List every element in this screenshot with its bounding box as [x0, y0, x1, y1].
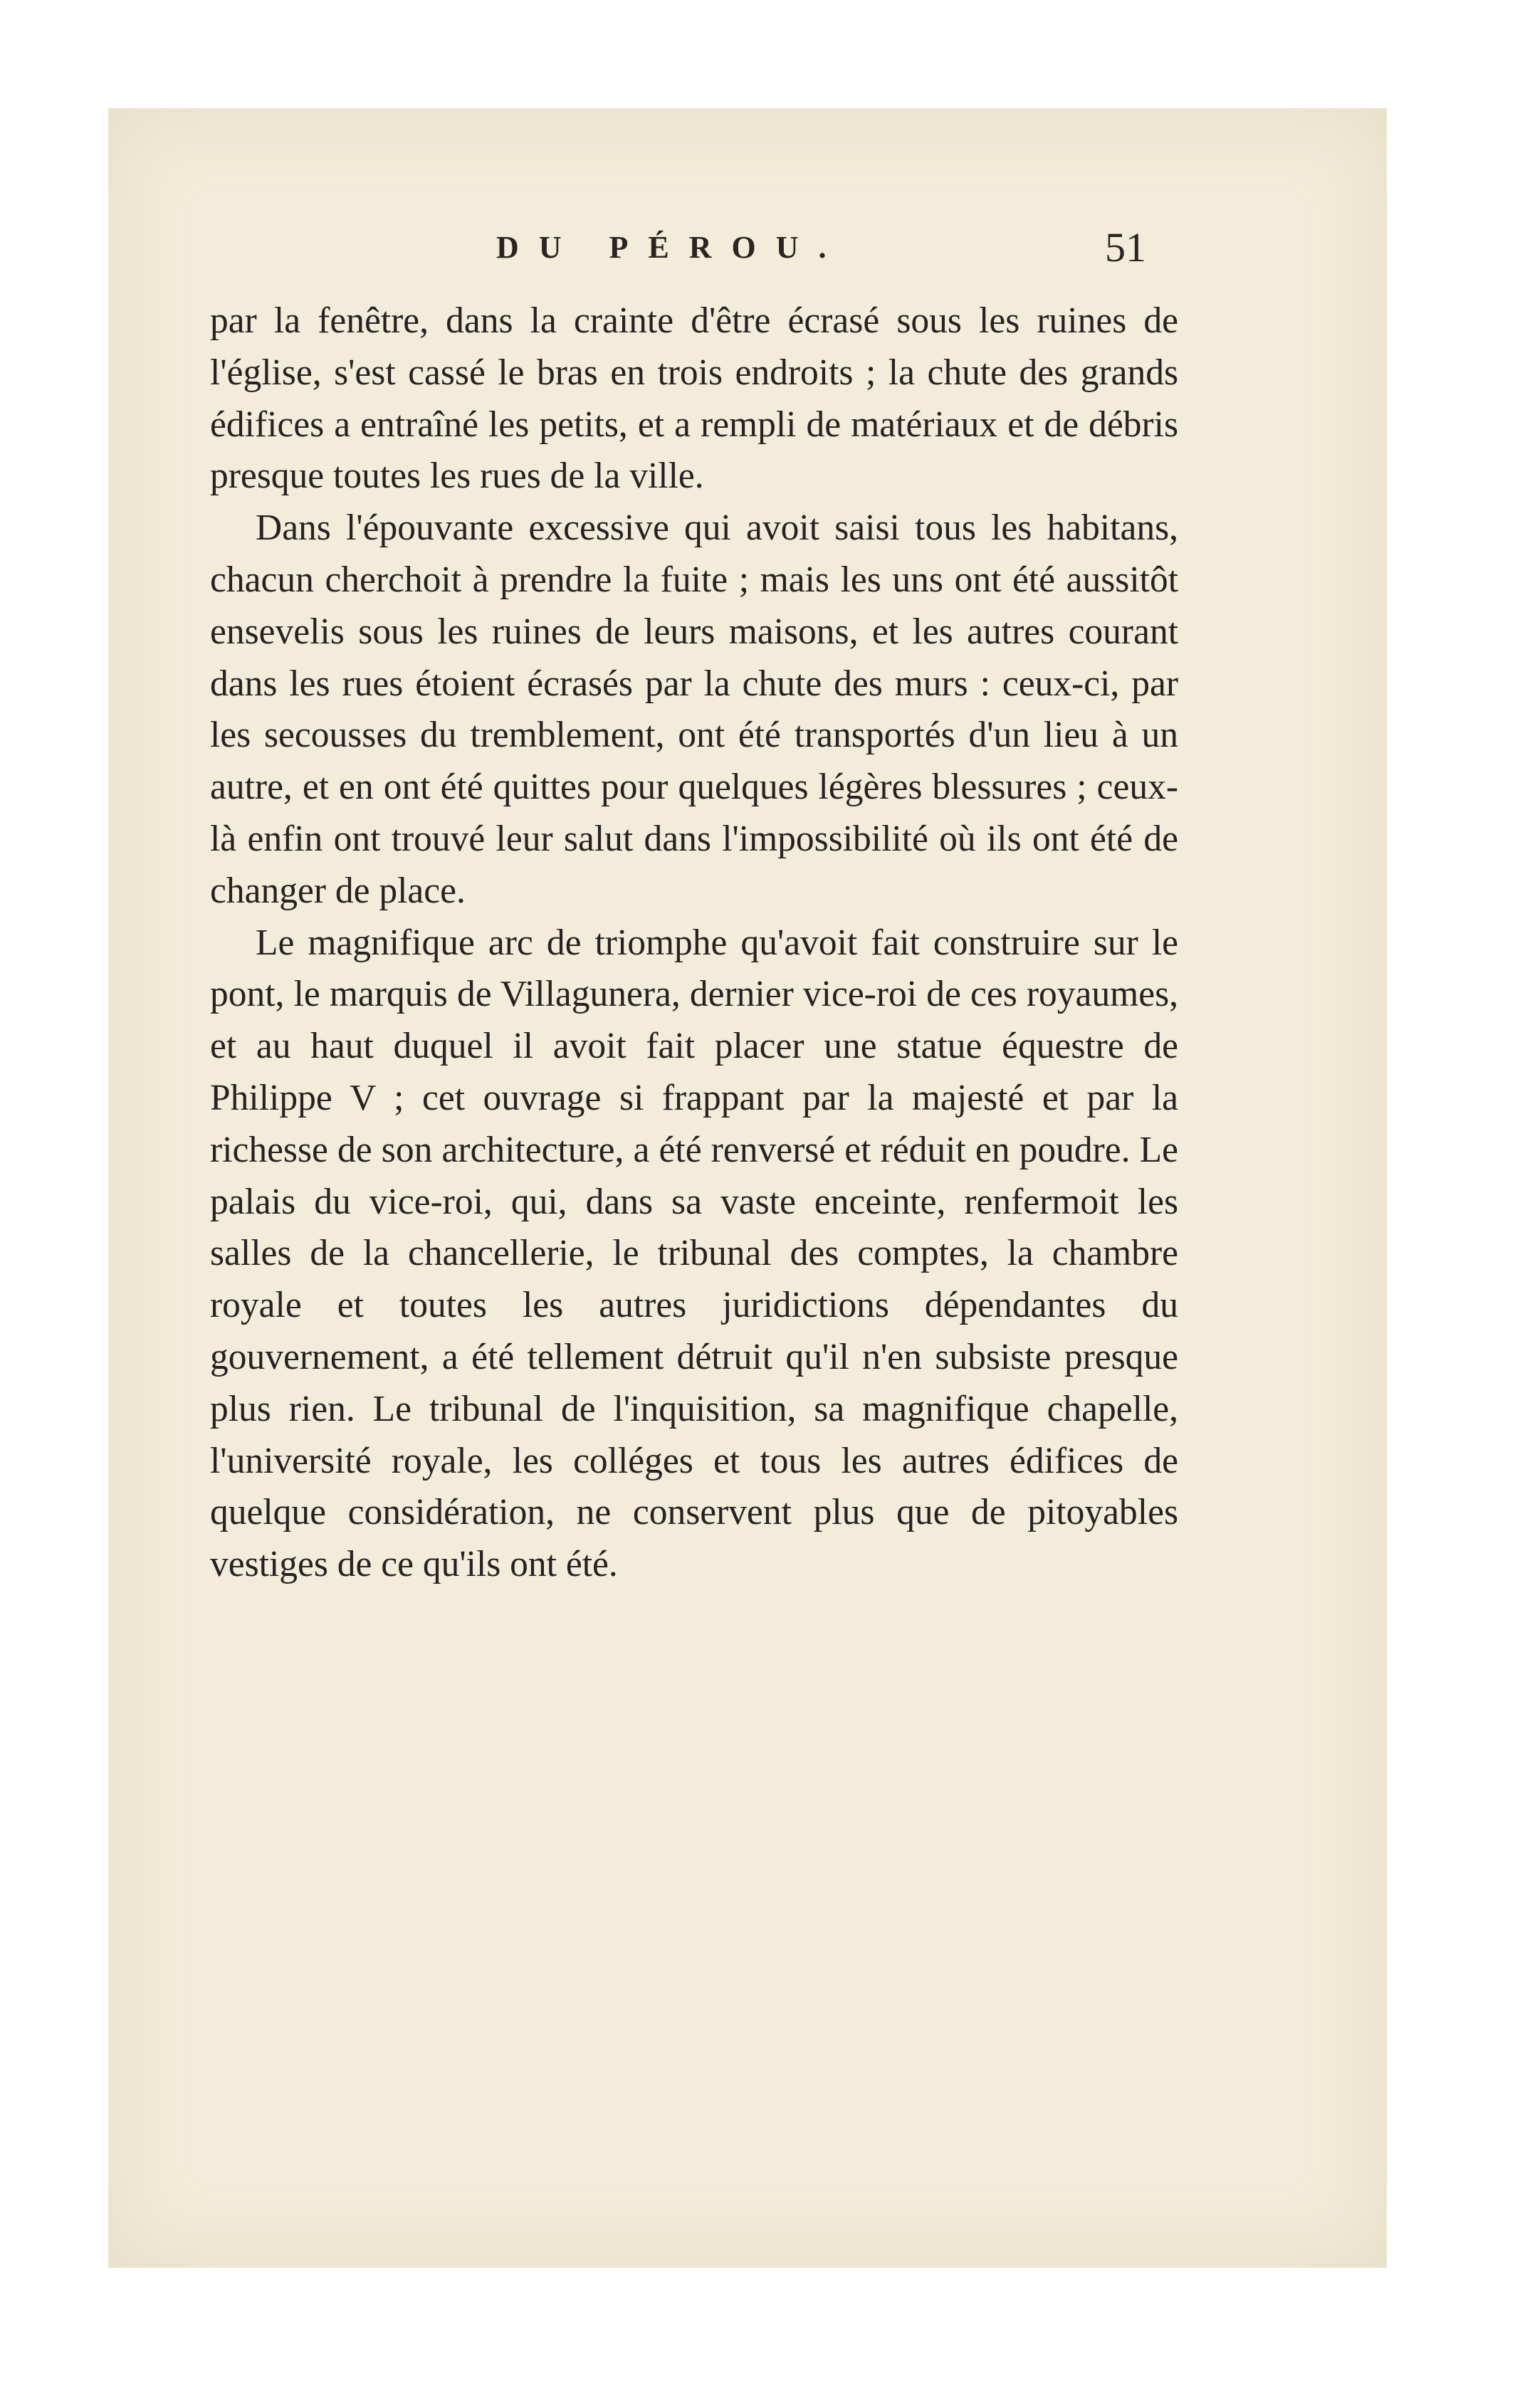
page-number: 51: [1105, 224, 1146, 270]
paragraph-2: Dans l'épouvante excessive qui avoit saisi tous les habitans, chacun cherchoit à prendre la fuite ; mais les uns ont été aussitôt ensevelis sous les ruines de leurs maisons, et les autres courant dans les rues étoient écrasés par la chute des murs : ceux-ci, par les secousses du tremblement, ont été transportés d'un lieu à un autre, et en ont été quittes pour quelques légères blessures ; ceux-là enfin ont trouvé leur salut dans l'impossibilité où ils ont été de changer de place.: [210, 508, 1178, 911]
body-text: [210, 295, 1178, 1591]
book-page: [108, 108, 1387, 2268]
running-title: DU PÉROU.: [496, 230, 846, 265]
paragraph-1: par la fenêtre, dans la crainte d'être écrasé sous les ruines de l'église, s'est cassé le bras en trois endroits ; la chute des grands édifices a entraîné les petits, et a rempli de matériaux et de débris presque toutes les rues de la ville.: [210, 300, 1178, 497]
running-head: [108, 224, 1387, 280]
paragraph-3: Le magnifique arc de triomphe qu'avoit fait construire sur le pont, le marquis de Villagunera, dernier vice-roi de ces royaumes, et au haut duquel il avoit fait placer une statue équestre de Philippe V ; cet ouvrage si frappant par la majesté et par la richesse de son architecture, a été renversé et réduit en poudre. Le palais du vice-roi, qui, dans sa vaste enceinte, renfermoit les salles de la chancellerie, le tribunal des comptes, la chambre royale et toutes les autres juridictions dépendantes du gouvernement, a été tellement détruit qu'il n'en subsiste presque plus rien. Le tribunal de l'inquisition, sa magnifique chapelle, l'université royale, les colléges et tous les autres édifices de quelque considération, ne conservent plus que de pitoyables vestiges de ce qu'ils ont été.: [210, 922, 1178, 1585]
